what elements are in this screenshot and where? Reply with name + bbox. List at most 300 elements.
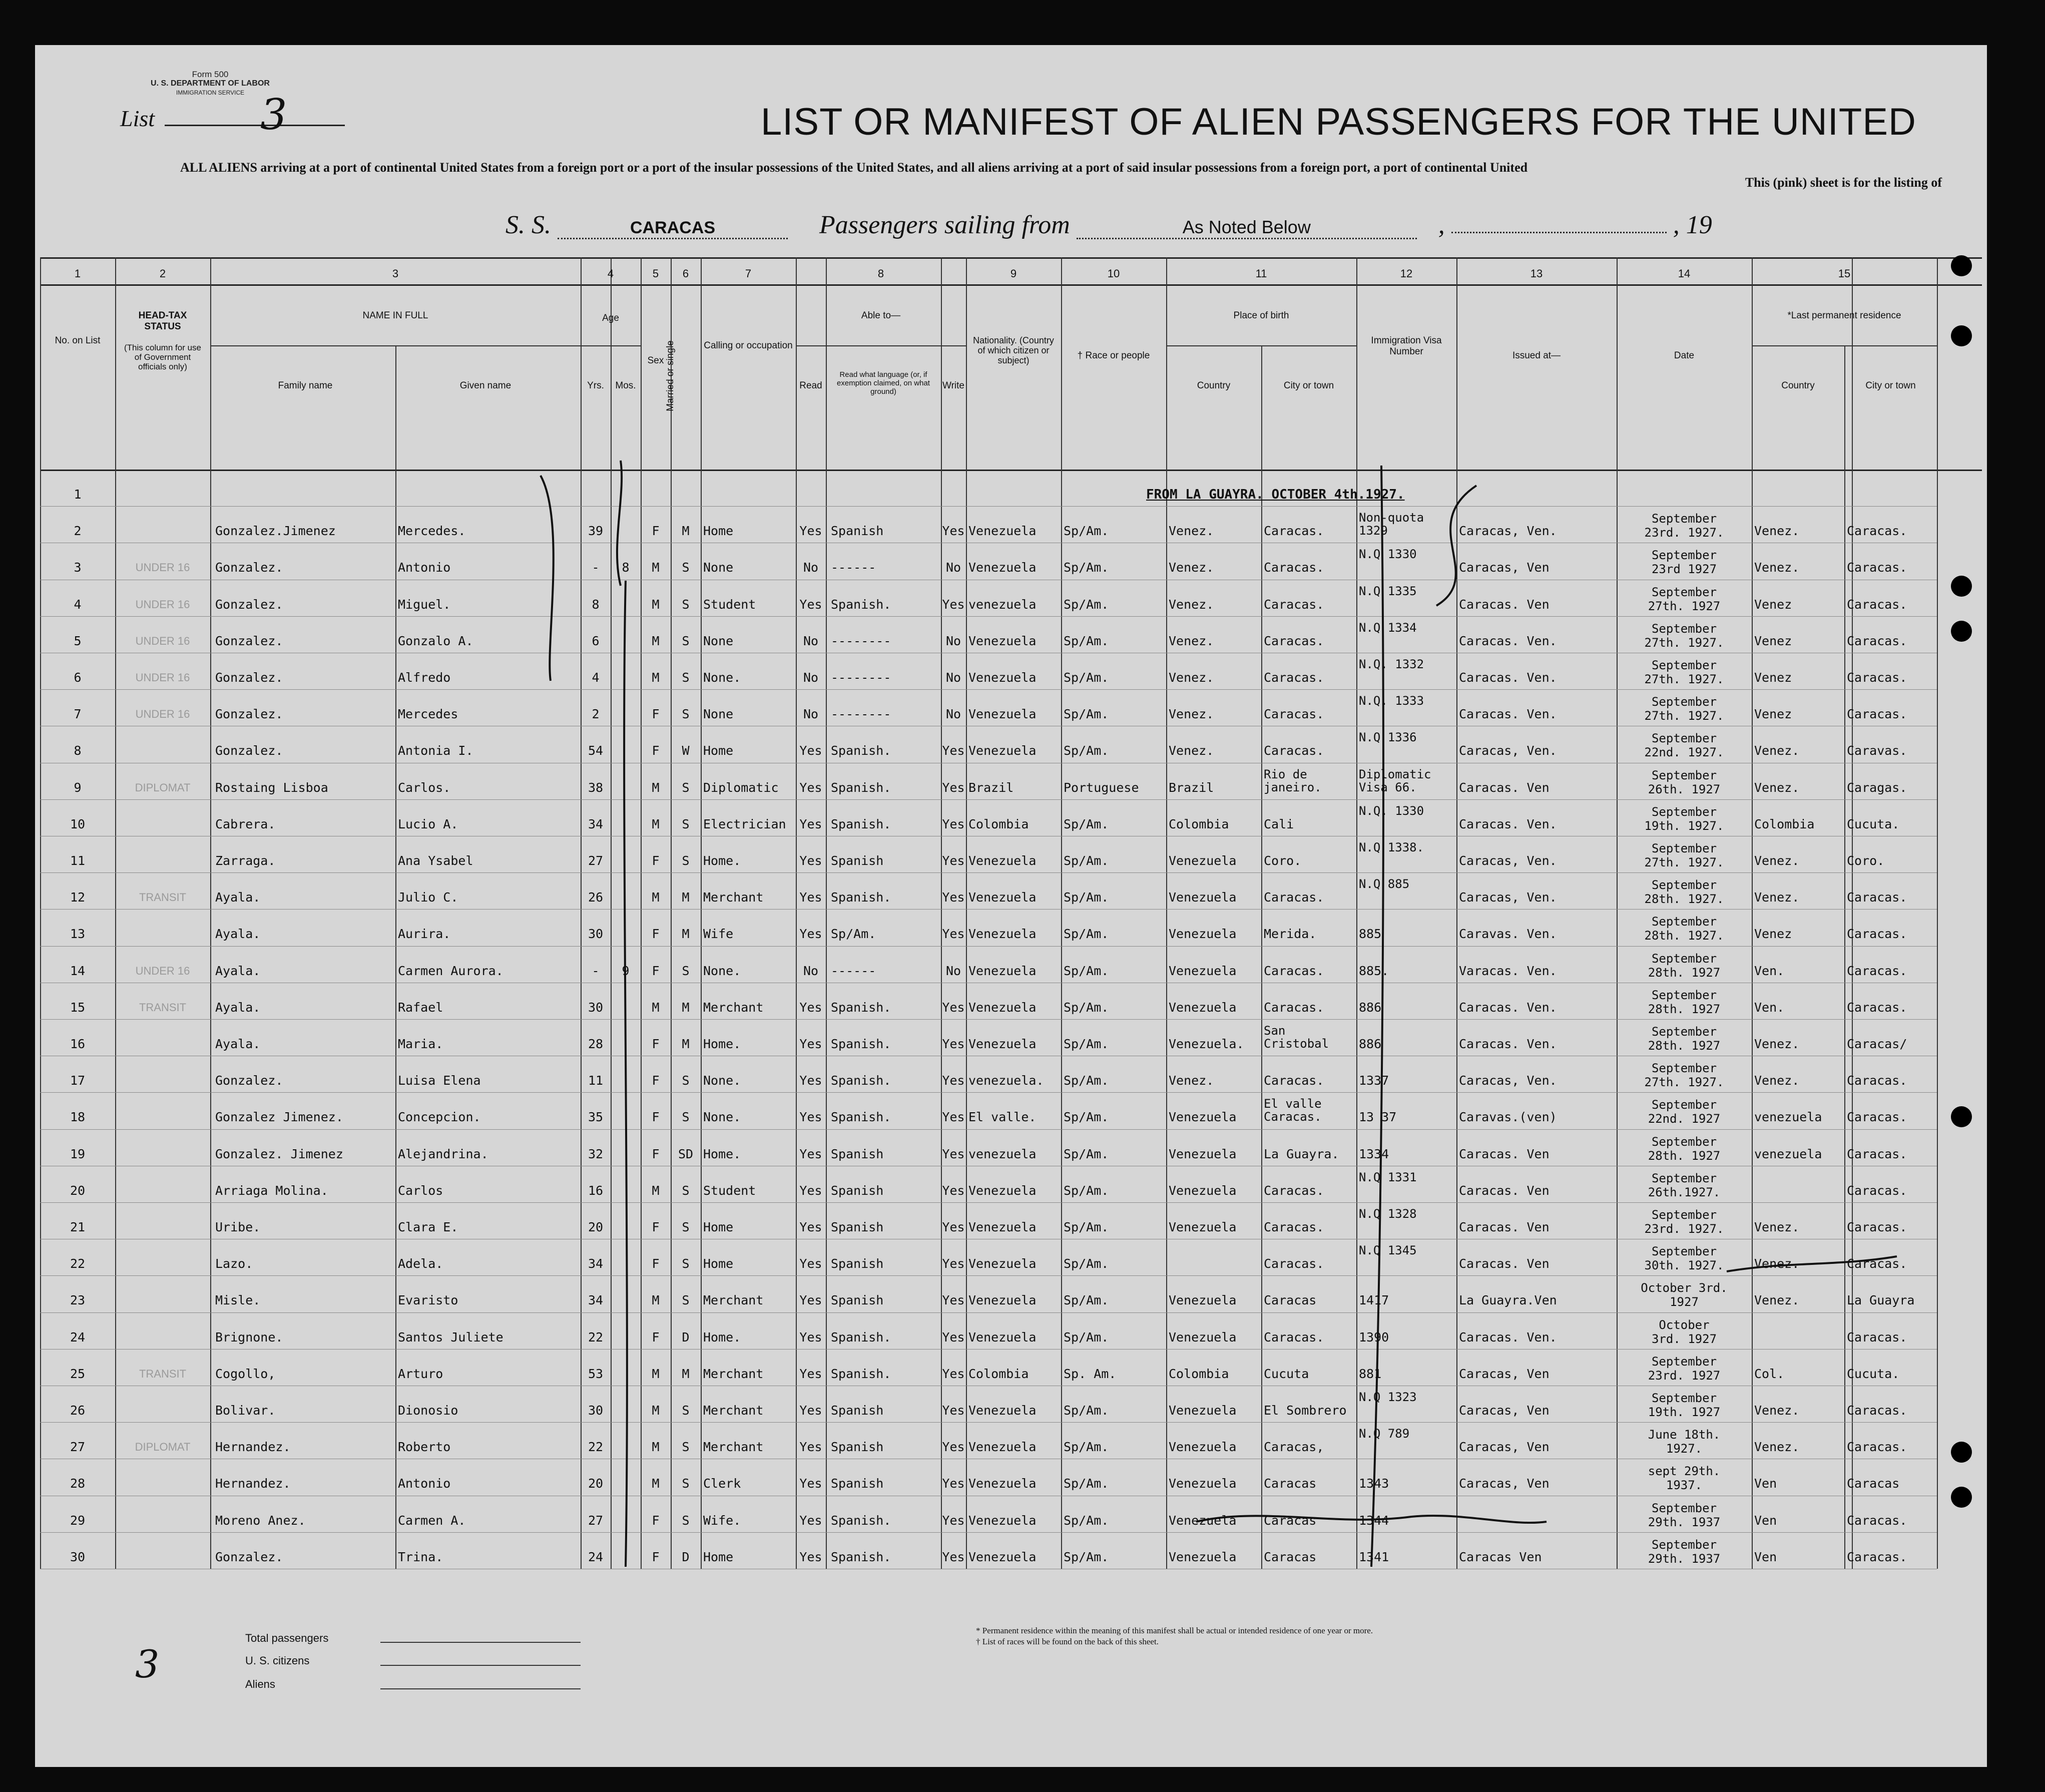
cell-yrs: 24 xyxy=(588,1550,604,1564)
cell-given: Mercedes. xyxy=(398,524,466,539)
cell-read: No xyxy=(803,634,819,648)
column-number: 14 xyxy=(1678,267,1691,280)
cell-date2: 1927 xyxy=(1670,1295,1699,1309)
cell-occ: Home. xyxy=(703,1330,741,1345)
cell-bcountry: Venez. xyxy=(1169,707,1214,722)
cell-ms: S xyxy=(682,1477,690,1491)
cell-date1: September xyxy=(1651,1244,1717,1259)
department: U. S. DEPARTMENT OF LABOR xyxy=(151,79,270,88)
cell-ms: S xyxy=(682,561,690,575)
cell-bcity: Caracas. xyxy=(1264,671,1324,685)
column-number: 10 xyxy=(1107,267,1120,280)
from-line: FROM LA GUAYRA. OCTOBER 4th.1927. xyxy=(1146,487,1405,502)
cell-write: Yes xyxy=(942,927,965,942)
cell-given: Miguel. xyxy=(398,597,451,612)
cell-issued: Caracas, Ven xyxy=(1459,561,1550,575)
cell-occ: Home xyxy=(703,1220,734,1234)
cell-rcountry: Venez. xyxy=(1754,524,1800,539)
cell-sex: F xyxy=(652,854,660,868)
cell-given: Antonio xyxy=(398,561,451,575)
cell-write: Yes xyxy=(942,1000,965,1015)
cell-yrs: - xyxy=(592,561,600,575)
cell-bcity: Cali xyxy=(1264,817,1294,831)
cell-bcountry: Venezuela xyxy=(1169,1220,1237,1234)
cell-lang: Sp/Am. xyxy=(831,927,876,942)
cell-rcity: Caracas. xyxy=(1847,1183,1907,1198)
cell-date1: October 3rd. xyxy=(1641,1281,1728,1295)
cell-lang: Spanish xyxy=(831,1477,884,1491)
cell-visa: 1417 xyxy=(1359,1293,1389,1308)
cell-family: Brignone. xyxy=(215,1330,283,1345)
cell-no: 26 xyxy=(70,1404,86,1418)
cell-issued: Caravas. Ven. xyxy=(1459,927,1557,942)
cell-issued: Caracas. Ven xyxy=(1459,1257,1550,1271)
cell-read: Yes xyxy=(799,1550,822,1564)
cell-date2: 23rd. 1927 xyxy=(1648,1368,1721,1383)
column-number: 12 xyxy=(1400,267,1413,280)
ship-line: S. S. CARACAS Passengers sailing from As Noted Below , , 19 xyxy=(505,211,1712,239)
cell-rcity: Caracas. xyxy=(1847,1220,1907,1234)
cell-write: Yes xyxy=(942,1440,965,1455)
cell-visa: N.Q 1334 xyxy=(1359,621,1417,634)
cell-write: Yes xyxy=(942,817,965,831)
cell-tax: TRANSIT xyxy=(139,891,187,904)
cell-race: Portuguese xyxy=(1064,780,1139,795)
cell-write: Yes xyxy=(942,1513,965,1528)
cell-yrs: 27 xyxy=(588,854,604,868)
cell-date1: September xyxy=(1651,951,1717,966)
cell-visa: N.Q. 1333 xyxy=(1359,694,1424,708)
cell-race: Sp/Am. xyxy=(1064,1404,1109,1418)
cell-write: Yes xyxy=(942,1257,965,1271)
cell-sex: F xyxy=(652,1550,660,1564)
cell-rcity: Caracas. xyxy=(1847,964,1907,978)
cell-nat: Venezuela xyxy=(968,1513,1037,1528)
cell-no: 5 xyxy=(74,634,82,648)
cell-nat: Brazil xyxy=(968,780,1014,795)
cell-yrs: 30 xyxy=(588,1404,604,1418)
cell-bcountry: Venezuela xyxy=(1169,964,1237,978)
cell-visa: 1390 xyxy=(1359,1330,1389,1345)
column-number: 15 xyxy=(1838,267,1851,280)
cell-sex: F xyxy=(652,964,660,978)
cell-sex: F xyxy=(652,1147,660,1161)
cell-date1: September xyxy=(1651,1134,1717,1149)
cell-nat: Colombia xyxy=(968,1367,1029,1381)
cell-lang: Spanish xyxy=(831,1183,884,1198)
cell-yrs: 8 xyxy=(592,597,600,612)
cell-issued: Caracas. Ven. xyxy=(1459,634,1557,648)
punch-hole xyxy=(1951,1106,1972,1127)
cell-date1: September xyxy=(1651,1537,1717,1552)
cell-rcountry: Venez. xyxy=(1754,1037,1800,1051)
cell-date1: September xyxy=(1651,1391,1717,1405)
cell-no: 1 xyxy=(74,488,82,502)
header-race: † Race or people xyxy=(1077,350,1150,361)
cell-family: Gonzalez. xyxy=(215,1550,283,1564)
list-label: List xyxy=(120,106,155,131)
cell-tax: UNDER 16 xyxy=(135,708,190,721)
cell-bcity: Caracas. xyxy=(1264,634,1324,648)
cell-write: Yes xyxy=(942,780,965,795)
cell-date1: September xyxy=(1651,841,1717,855)
cell-write: Yes xyxy=(942,524,965,539)
punch-hole xyxy=(1951,1442,1972,1463)
punch-hole xyxy=(1951,1487,1972,1508)
cell-bcity: Caracas. xyxy=(1264,1183,1324,1198)
cell-date2: 29th. 1937 xyxy=(1648,1551,1721,1566)
cell-no: 4 xyxy=(74,597,82,612)
cell-tax: UNDER 16 xyxy=(135,634,190,647)
cell-family: Hernandez. xyxy=(215,1477,291,1491)
header-res-country: Country xyxy=(1781,380,1815,391)
cell-date1: September xyxy=(1651,1208,1717,1222)
header-res-city: City or town xyxy=(1865,380,1916,391)
cell-bcity: Caracas. xyxy=(1264,964,1324,978)
header-nationality: Nationality. (Country of which citizen or subject) xyxy=(973,335,1054,365)
cell-rcountry: Venez. xyxy=(1754,1293,1800,1308)
cell-visa: N.Q 1323 xyxy=(1359,1391,1417,1404)
column-number: 11 xyxy=(1255,267,1267,280)
visa-scribble xyxy=(1436,486,1476,606)
cell-no: 28 xyxy=(70,1477,86,1491)
cell-issued: Varacas. Ven. xyxy=(1459,964,1557,978)
cell-lang: -------- xyxy=(831,671,891,685)
cell-visa: 1341 xyxy=(1359,1550,1389,1564)
cell-read: No xyxy=(803,561,819,575)
cell-bcountry: Colombia xyxy=(1169,817,1229,831)
cell-bcountry: Venezuela xyxy=(1169,927,1237,942)
header-city: City or town xyxy=(1283,380,1334,391)
cell-no: 29 xyxy=(70,1513,86,1528)
cell-race: Sp/Am. xyxy=(1064,1147,1109,1161)
cell-occ: Electrician xyxy=(703,817,786,831)
cell-rcity: Caracas. xyxy=(1847,1000,1907,1015)
header-age: Age xyxy=(602,313,619,323)
column-number: 5 xyxy=(652,267,659,280)
cell-no: 25 xyxy=(70,1367,86,1381)
cell-bcity: Rio de janeiro. xyxy=(1264,767,1322,794)
cell-ms: S xyxy=(682,1257,690,1271)
cell-no: 20 xyxy=(70,1183,86,1198)
cell-occ: Student xyxy=(703,1183,756,1198)
header-date: Date xyxy=(1674,350,1695,361)
cell-rcountry: Venez. xyxy=(1754,890,1800,905)
cell-lang: Spanish xyxy=(831,1440,884,1455)
cell-date1: September xyxy=(1651,658,1717,672)
cell-sex: M xyxy=(652,597,660,612)
cell-read: Yes xyxy=(799,1074,822,1088)
cell-bcity: Caracas xyxy=(1264,1513,1317,1528)
cell-family: Ayala. xyxy=(215,1037,261,1051)
cell-date2: 3rd. 1927 xyxy=(1651,1331,1717,1346)
cell-no: 23 xyxy=(70,1293,86,1308)
cell-tax: UNDER 16 xyxy=(135,561,190,574)
cell-nat: Venezuela xyxy=(968,1000,1037,1015)
cell-sex: F xyxy=(652,524,660,539)
cell-race: Sp/Am. xyxy=(1064,854,1109,868)
cell-bcountry: Venezuela xyxy=(1169,1147,1237,1161)
header-no-on-list: No. on List xyxy=(55,335,101,346)
cell-date1: September xyxy=(1651,1061,1717,1076)
header-issued-at: Issued at— xyxy=(1512,350,1561,361)
cell-bcity: Caracas. xyxy=(1264,744,1324,758)
cell-rcity: Caracas. xyxy=(1847,1257,1907,1271)
cell-bcity: La Guayra. xyxy=(1264,1147,1339,1161)
cell-date1: September xyxy=(1651,878,1717,892)
cell-date2: 27th. 1927. xyxy=(1644,1075,1724,1090)
header-name-in-full: NAME IN FULL xyxy=(362,310,428,321)
cell-given: Antonio xyxy=(398,1477,451,1491)
cell-rcountry: venezuela xyxy=(1754,1147,1822,1161)
cell-no: 8 xyxy=(74,744,82,758)
cell-bcountry: Venez. xyxy=(1169,597,1214,612)
cell-occ: Wife xyxy=(703,927,734,942)
cell-race: Sp/Am. xyxy=(1064,890,1109,905)
cell-rcity: Caravas. xyxy=(1847,744,1907,758)
cell-issued: Caracas. Ven xyxy=(1459,1220,1550,1234)
cell-family: Zarraga. xyxy=(215,854,276,868)
cell-sex: F xyxy=(652,1220,660,1234)
cell-race: Sp/Am. xyxy=(1064,1000,1109,1015)
cell-read: Yes xyxy=(799,524,822,539)
cell-read: Yes xyxy=(799,1404,822,1418)
cell-yrs: 30 xyxy=(588,1000,604,1015)
cell-yrs: 34 xyxy=(588,1257,604,1271)
cell-date2: 27th. 1927 xyxy=(1648,599,1721,613)
cell-given: Dionosio xyxy=(398,1404,458,1418)
header-able-to: Able to— xyxy=(861,310,901,321)
cell-family: Lazo. xyxy=(215,1257,253,1271)
cell-read: Yes xyxy=(799,597,822,612)
cell-nat: venezuela xyxy=(968,597,1037,612)
cell-read: Yes xyxy=(799,854,822,868)
cell-lang: Spanish xyxy=(831,524,884,539)
column-number: 8 xyxy=(877,267,884,280)
cell-no: 30 xyxy=(70,1550,86,1564)
cell-rcity: Caracas. xyxy=(1847,1404,1907,1418)
cell-yrs: 16 xyxy=(588,1183,604,1198)
column-number: 3 xyxy=(392,267,399,280)
handwritten-count: 3 xyxy=(135,1642,160,1686)
cell-visa: N.Q 885 xyxy=(1359,877,1410,891)
cell-date1: September xyxy=(1651,768,1717,782)
cell-date1: September xyxy=(1651,1501,1717,1515)
cell-rcountry: Colombia xyxy=(1754,817,1815,831)
cell-date2: 22nd. 1927 xyxy=(1648,1112,1721,1126)
cell-bcountry: Venez. xyxy=(1169,671,1214,685)
cell-family: Gonzalez. xyxy=(215,597,283,612)
punch-hole xyxy=(1951,621,1972,642)
header-sex: Sex xyxy=(647,355,664,366)
cell-occ: Home xyxy=(703,1257,734,1271)
cell-date2: 19th. 1927. xyxy=(1644,818,1724,833)
cell-write: Yes xyxy=(942,597,965,612)
cell-date2: 30th. 1927. xyxy=(1644,1258,1724,1273)
cell-rcity: Caracas. xyxy=(1847,597,1907,612)
cell-write: Yes xyxy=(942,744,965,758)
cell-bcity: El valle Caracas. xyxy=(1264,1097,1322,1124)
cell-yrs: 27 xyxy=(588,1513,604,1528)
cell-given: Lucio A. xyxy=(398,817,458,831)
cell-sex: F xyxy=(652,1037,660,1051)
cell-race: Sp/Am. xyxy=(1064,1330,1109,1345)
cell-no: 13 xyxy=(70,927,86,942)
cell-no: 9 xyxy=(74,780,82,795)
cell-issued: La Guayra.Ven xyxy=(1459,1293,1557,1308)
cell-ms: S xyxy=(682,597,690,612)
cell-date2: 1937. xyxy=(1666,1478,1703,1493)
cell-ms: SD xyxy=(678,1147,694,1161)
cell-rcity: Caracas. xyxy=(1847,1513,1907,1528)
cell-no: 16 xyxy=(70,1037,86,1051)
cell-nat: Venezuela xyxy=(968,854,1037,868)
cell-write: Yes xyxy=(942,1037,965,1051)
cell-family: Hernandez. xyxy=(215,1440,291,1455)
cell-ms: S xyxy=(682,707,690,722)
cell-date2: 19th. 1927 xyxy=(1648,1405,1721,1419)
cell-read: Yes xyxy=(799,1000,822,1015)
cell-nat: Venezuela xyxy=(968,1550,1037,1564)
cell-family: Gonzalez. xyxy=(215,707,283,722)
cell-given: Arturo xyxy=(398,1367,443,1381)
cell-visa: N.Q 1338. xyxy=(1359,841,1424,854)
cell-lang: Spanish xyxy=(831,1257,884,1271)
cell-date2: 23rd. 1927. xyxy=(1644,526,1724,540)
form-number: Form 500 xyxy=(192,70,229,79)
cell-mos: 9 xyxy=(622,964,630,978)
cell-given: Santos Juliete xyxy=(398,1330,503,1345)
cell-date1: September xyxy=(1651,1098,1717,1112)
cell-date2: 28th. 1927 xyxy=(1648,1039,1721,1053)
cell-issued: Caracas. Ven. xyxy=(1459,671,1557,685)
cell-lang: Spanish. xyxy=(831,744,891,758)
cell-given: Antonia I. xyxy=(398,744,473,758)
cell-write: Yes xyxy=(942,1147,965,1161)
cell-nat: Venezuela xyxy=(968,1293,1037,1308)
cell-issued: Caracas. Ven. xyxy=(1459,1000,1557,1015)
cell-read: Yes xyxy=(799,1110,822,1125)
header-married: Married or single xyxy=(665,340,676,411)
cell-yrs: 22 xyxy=(588,1330,604,1345)
cell-sex: M xyxy=(652,1477,660,1491)
cell-date2: 27th. 1927. xyxy=(1644,672,1724,686)
cell-nat: Venezuela xyxy=(968,707,1037,722)
cell-rcity: Caracas. xyxy=(1847,1440,1907,1455)
cell-date2: 28th. 1927 xyxy=(1648,965,1721,980)
cell-rcity: Cucuta. xyxy=(1847,1367,1900,1381)
cell-date2: 29th. 1937 xyxy=(1648,1515,1721,1529)
cell-occ: None xyxy=(703,634,734,648)
cell-yrs: 22 xyxy=(588,1440,604,1455)
cell-rcity: Caracas. xyxy=(1847,1330,1907,1345)
cell-race: Sp/Am. xyxy=(1064,707,1109,722)
cell-given: Roberto xyxy=(398,1440,451,1455)
cell-bcity: El Sombrero xyxy=(1264,1404,1347,1418)
header-family-name: Family name xyxy=(278,380,333,391)
header-calling: Calling or occupation xyxy=(704,340,793,351)
cell-bcountry: Venezuela xyxy=(1169,1550,1237,1564)
cell-date1: September xyxy=(1651,915,1717,929)
cell-family: Gonzalez. Jimenez xyxy=(215,1147,343,1161)
cell-occ: Merchant xyxy=(703,1367,764,1381)
header-visa: Immigration Visa Number xyxy=(1371,335,1442,357)
cell-family: Cogollo, xyxy=(215,1367,276,1381)
punch-hole xyxy=(1951,576,1972,597)
cell-bcity: Caracas. xyxy=(1264,1000,1324,1015)
cell-rcity: Caracas. xyxy=(1847,707,1907,722)
cell-nat: Venezuela xyxy=(968,1477,1037,1491)
header-read: Read xyxy=(799,380,822,391)
cell-write: Yes xyxy=(942,1404,965,1418)
header-yrs: Yrs. xyxy=(587,380,604,391)
cell-race: Sp/Am. xyxy=(1064,524,1109,539)
cell-issued: Caracas, Ven. xyxy=(1459,744,1557,758)
cell-tax: TRANSIT xyxy=(139,1001,187,1014)
cell-rcountry: Col. xyxy=(1754,1367,1785,1381)
cell-race: Sp/Am. xyxy=(1064,964,1109,978)
cell-no: 6 xyxy=(74,671,82,685)
cell-read: Yes xyxy=(799,1183,822,1198)
cell-bcountry: Venezuela xyxy=(1169,1000,1237,1015)
cell-sex: F xyxy=(652,1257,660,1271)
cell-rcountry: Venez. xyxy=(1754,1220,1800,1234)
cell-no: 7 xyxy=(74,707,82,722)
cell-rcity: Caracas. xyxy=(1847,524,1907,539)
cell-tax: TRANSIT xyxy=(139,1367,187,1380)
cell-rcountry: Venez. xyxy=(1754,780,1800,795)
cell-rcountry: Venez xyxy=(1754,927,1792,942)
cell-sex: M xyxy=(652,1293,660,1308)
cell-ms: S xyxy=(682,671,690,685)
cell-race: Sp/Am. xyxy=(1064,1074,1109,1088)
cell-lang: Spanish xyxy=(831,1147,884,1161)
cell-sex: M xyxy=(652,634,660,648)
cell-sex: F xyxy=(652,1110,660,1125)
cell-visa: N.Q 789 xyxy=(1359,1427,1410,1441)
cell-bcountry: Venezuela xyxy=(1169,1513,1237,1528)
service: IMMIGRATION SERVICE xyxy=(176,89,245,96)
cell-family: Uribe. xyxy=(215,1220,261,1234)
cell-issued: Caracas. Ven xyxy=(1459,780,1550,795)
cell-no: 10 xyxy=(70,817,86,831)
cell-ms: S xyxy=(682,1404,690,1418)
year-prefix: 19 xyxy=(1686,211,1712,239)
cell-yrs: 34 xyxy=(588,1293,604,1308)
cell-visa: N.Q 1331 xyxy=(1359,1170,1417,1184)
cell-read: Yes xyxy=(799,817,822,831)
cell-rcity: Caracas. xyxy=(1847,561,1907,575)
cell-nat: venezuela. xyxy=(968,1074,1044,1088)
cell-ms: D xyxy=(682,1330,690,1345)
cell-nat: Venezuela xyxy=(968,1220,1037,1234)
cell-nat: Venezuela xyxy=(968,964,1037,978)
cell-occ: None xyxy=(703,561,734,575)
cell-rcity: Caracas. xyxy=(1847,1147,1907,1161)
cell-rcity: Coro. xyxy=(1847,854,1885,868)
cell-ms: S xyxy=(682,1183,690,1198)
cell-read: Yes xyxy=(799,890,822,905)
cell-nat: Venezuela xyxy=(968,1440,1037,1455)
cell-issued: Caracas. Ven xyxy=(1459,1183,1550,1198)
cell-write: No xyxy=(945,561,961,575)
cell-ms: S xyxy=(682,1440,690,1455)
header-head-tax: HEAD-TAX STATUS xyxy=(138,310,187,332)
cell-rcountry: Ven xyxy=(1754,1550,1777,1564)
cell-yrs: 26 xyxy=(588,890,604,905)
cell-no: 3 xyxy=(74,561,82,575)
cell-lang: Spanish. xyxy=(831,1074,891,1088)
